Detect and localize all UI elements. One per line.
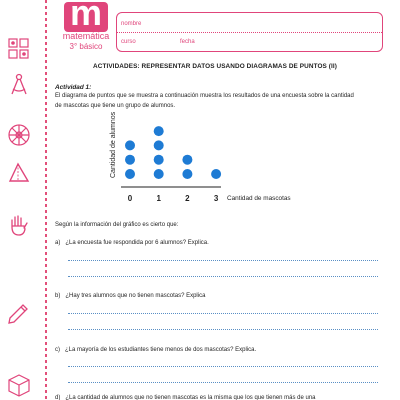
- data-dot: [125, 140, 135, 150]
- question-text: ¿La cantidad de alumnos que no tienen mascotas es la misma que los que tienen más de una: [65, 395, 316, 400]
- question-letter: b): [55, 293, 61, 299]
- name-field-label: nombre: [121, 21, 142, 27]
- activity-label: Actividad 1:: [55, 84, 92, 91]
- question-letter: a): [55, 240, 61, 246]
- question-text: ¿La mayoría de los estudiantes tiene menos de dos mascotas? Explica.: [65, 347, 257, 353]
- question-b: [55, 293, 205, 299]
- question-letter: d): [55, 395, 61, 400]
- question-letter: c): [55, 347, 60, 353]
- data-dot: [154, 169, 164, 179]
- logo-letter: m: [69, 0, 102, 33]
- worksheet-title: ACTIVIDADES: REPRESENTAR DATOS USANDO DIAGRAMAS DE PUNTOS (II): [93, 63, 337, 70]
- answer-line[interactable]: [68, 366, 378, 367]
- question-a: [55, 240, 209, 246]
- answer-line[interactable]: [68, 276, 378, 277]
- subject-label: matemática: [62, 31, 110, 41]
- data-dot: [182, 169, 192, 179]
- data-dot: [154, 140, 164, 150]
- answer-line[interactable]: [68, 313, 378, 314]
- date-field-label: fecha: [180, 39, 195, 45]
- activity-paragraph: El diagrama de puntos que se muestra a continuación muestra los resultados de una encuesta sobre la cantidad de mascotas que tiene un grupo de alumnos.: [55, 93, 354, 109]
- questions-intro: Según la información del gráfico es cierto que:: [55, 222, 179, 228]
- course-field-label: curso: [121, 39, 136, 45]
- data-dot: [154, 126, 164, 136]
- x-axis-label: Cantidad de mascotas: [227, 195, 291, 202]
- x-tick-label: 1: [156, 194, 161, 203]
- x-tick-label: 0: [127, 194, 133, 203]
- question-d: [55, 395, 316, 400]
- y-axis-label: Cantidad de alumnos: [110, 111, 117, 178]
- question-c: [55, 347, 256, 353]
- question-text: ¿La encuesta fue respondida por 6 alumnos? Explica.: [65, 240, 209, 246]
- data-dot: [154, 155, 164, 165]
- data-dot: [182, 155, 192, 165]
- answer-line[interactable]: [68, 260, 378, 261]
- question-text: ¿Hay tres alumnos que no tienen mascotas? Explica: [65, 293, 206, 299]
- x-tick-label: 3: [213, 194, 219, 203]
- data-dot: [125, 155, 135, 165]
- x-tick-label: 2: [185, 194, 190, 203]
- answer-line[interactable]: [68, 382, 378, 383]
- answer-line[interactable]: [68, 329, 378, 330]
- grade-label: 3° básico: [69, 42, 103, 51]
- data-dot: [211, 169, 221, 179]
- data-dot: [125, 169, 135, 179]
